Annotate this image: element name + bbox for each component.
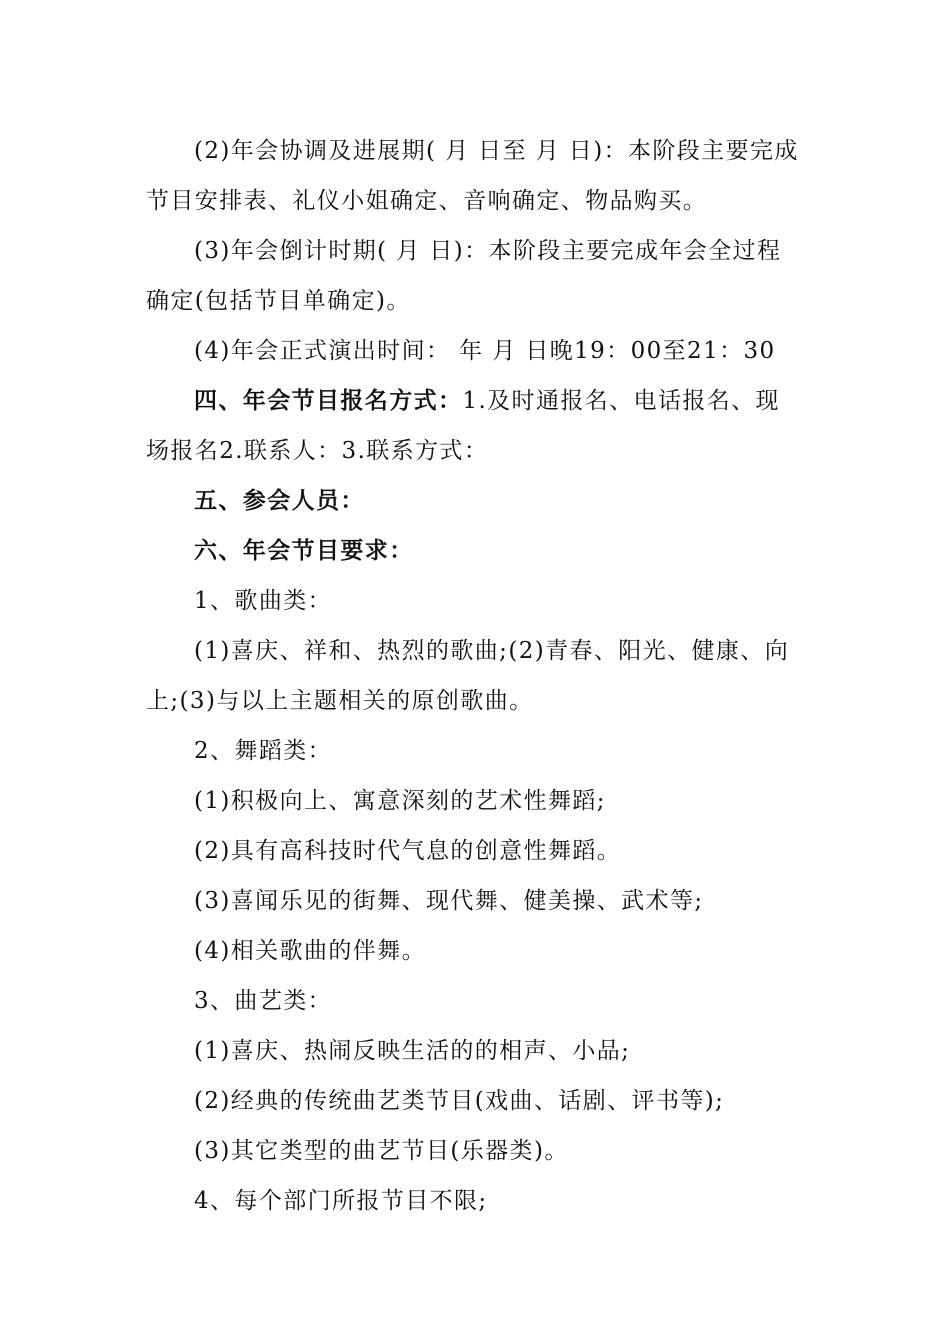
- section-heading: 四、年会节目报名方式：: [194, 387, 463, 414]
- section-heading: 五、参会人员：: [194, 487, 365, 514]
- subsection-quyi: [146, 976, 802, 1026]
- section-heading: 六、年会节目要求：: [194, 537, 414, 564]
- list-item-quyi-1: [146, 1026, 802, 1076]
- paragraph-text: (4)相关歌曲的伴舞。: [194, 938, 426, 964]
- paragraph-text: (1)喜庆、热闹反映生活的的相声、小品;: [194, 1038, 631, 1064]
- paragraph-text: (4)年会正式演出时间： 年 月 日晚19：00至21：30: [194, 338, 776, 364]
- paragraph-text: (3)喜闻乐见的街舞、现代舞、健美操、武术等;: [194, 888, 704, 914]
- paragraph-text: 3、曲艺类：: [194, 988, 333, 1014]
- subsection-dance: [146, 726, 802, 776]
- list-item-dance-3: [146, 876, 802, 926]
- paragraph-text: (1)积极向上、寓意深刻的艺术性舞蹈;: [194, 788, 606, 814]
- section-program-requirements: [146, 526, 802, 576]
- paragraph-countdown: [146, 226, 802, 326]
- paragraph-text: (2)经典的传统曲艺类节目(戏曲、话剧、评书等);: [194, 1088, 725, 1114]
- paragraph-text: (1)喜庆、祥和、热烈的歌曲;(2)青春、阳光、健康、向上;(3)与以上主题相关的原创歌曲。: [146, 638, 790, 714]
- subsection-department-limit: [146, 1176, 802, 1226]
- paragraph-prep-coordination: [146, 126, 802, 226]
- paragraph-text: (2)年会协调及进展期( 月 日至 月 日)：本阶段主要完成节目安排表、礼仪小姐确定、音响确定、物品购买。: [146, 138, 799, 214]
- paragraph-text: 4、每个部门所报节目不限;: [194, 1188, 488, 1214]
- paragraph-text: 1.及时通报名、电话报名、现场报名2.联系人：3.联系方式：: [146, 388, 780, 464]
- paragraph-text: (3)其它类型的曲艺节目(乐器类)。: [194, 1138, 569, 1164]
- document-page: [146, 126, 802, 1226]
- section-attendees: [146, 476, 802, 526]
- paragraph-show-time: [146, 326, 802, 376]
- paragraph-text: (2)具有高科技时代气息的创意性舞蹈。: [194, 838, 622, 864]
- paragraph-text: 1、歌曲类：: [194, 588, 333, 614]
- list-item-songs: [146, 626, 802, 726]
- list-item-dance-4: [146, 926, 802, 976]
- subsection-songs: [146, 576, 802, 626]
- list-item-quyi-3: [146, 1126, 802, 1176]
- paragraph-text: 2、舞蹈类：: [194, 738, 333, 764]
- paragraph-text: (3)年会倒计时期( 月 日)：本阶段主要完成年会全过程确定(包括节目单确定)。: [146, 238, 782, 314]
- list-item-dance-2: [146, 826, 802, 876]
- list-item-dance-1: [146, 776, 802, 826]
- list-item-quyi-2: [146, 1076, 802, 1126]
- section-registration: [146, 376, 802, 476]
